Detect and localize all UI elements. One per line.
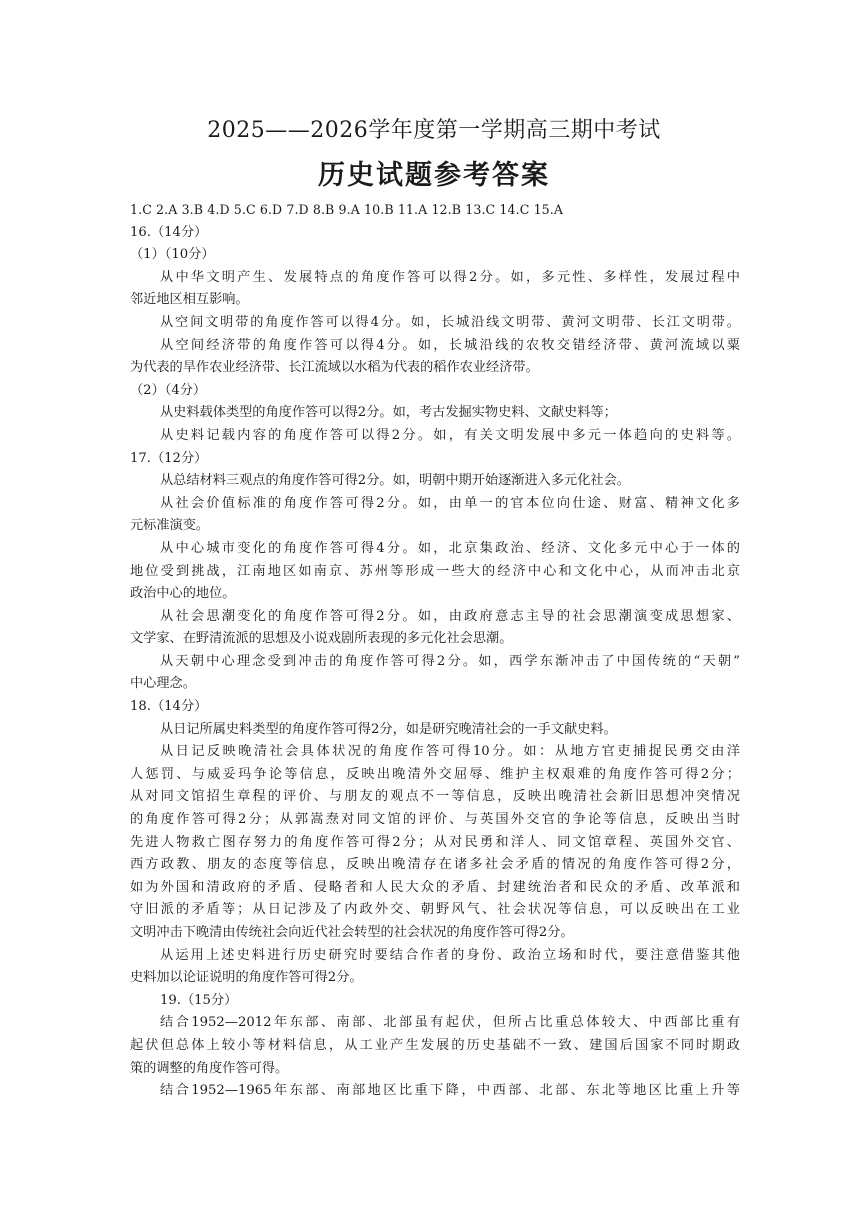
text-line: 从日记反映晚清社会具体状况的角度作答可得10分。如：从地方官吏捕捉民勇交由洋 [160,744,740,760]
text-line: 中心理念。 [130,676,196,692]
text-line: （2）（4分） [130,382,207,398]
text-line: 邻近地区相互影响。 [130,292,249,308]
text-line: 从社会思潮变化的角度作答可得2分。如，由政府意志主导的社会思潮演变成思想家、 [160,608,740,624]
text-line: 政治中心的地位。 [130,586,236,602]
text-line: 18.（14分） [130,699,208,715]
paper-title: 历史试题参考答案 [318,160,550,191]
text-line: 文学家、在野清流派的思想及小说戏剧所表现的多元化社会思潮。 [130,631,513,647]
text-line: 人惩罚、与威妥玛争论等信息，反映出晚清外交屈辱、维护主权艰难的角度作答可得2分； [130,766,740,782]
text-line: 从空间文明带的角度作答可以得4分。如，长城沿线文明带、黄河文明带、长江文明带。 [160,314,740,330]
text-line: 元标准演变。 [130,518,210,534]
exam-title: 2025——2026学年度第一学期高三期中考试 [207,118,661,143]
text-line: 策的调整的角度作答可得。 [130,1060,289,1076]
text-line: 从对同文馆招生章程的评价、与朋友的观点不一等信息，反映出晚清社会新旧思想冲突情况 [130,789,740,805]
text-line: 为代表的旱作农业经济带、长江流域以水稻为代表的稻作农业经济带。 [130,360,539,376]
text-line: 结合1952—2012年东部、南部、北部虽有起伏，但所占比重总体较大、中西部比重有 [160,1015,740,1031]
text-line: 从天朝中心理念受到冲击的角度作答可得2分。如，西学东渐冲击了中国传统的“天朝” [160,653,740,669]
text-line: 从总结材料三观点的角度作答可得2分。如，明朝中期开始逐渐进入多元化社会。 [160,473,630,489]
text-line: 从日记所属史料类型的角度作答可得2分，如是研究晚清社会的一手文献史料。 [160,721,617,737]
text-line: 从运用上述史料进行历史研究时要结合作者的身份、政治立场和时代，要注意借鉴其他 [160,947,740,963]
text-line: 文明冲击下晚清由传统社会向近代社会转型的社会状况的角度作答可得2分。 [130,925,574,940]
answer-body [130,199,740,1103]
answer-key-line: 1.C 2.A 3.B 4.D 5.C 6.D 7.D 8.B 9.A 10.B 11.A 12.B 13.C 14.C 15.A [130,202,564,217]
text-line: 的角度作答可得2分；从郭嵩焘对同文馆的评价、与英国外交官的争论等信息，反映出当时 [130,812,740,828]
text-line: 从史料载体类型的角度作答可以得2分。如，考古发掘实物史料、文献史料等； [160,405,617,421]
text-line: 从中心城市变化的角度作答可得4分。如，北京集政治、经济、文化多元中心于一体的 [160,540,740,556]
text-line: 19.（15分） [160,992,238,1008]
text-line: 从史料记载内容的角度作答可以得2分。如，有关文明发展中多元一体趋向的史料等。 [160,427,740,443]
text-line: 从中华文明产生、发展特点的角度作答可以得2分。如，多元性、多样性，发展过程中 [160,269,740,285]
text-line: 如为外国和清政府的矛盾、侵略者和人民大众的矛盾、封建统治者和民众的矛盾、改革派和 [130,879,740,895]
text-line: 守旧派的矛盾等；从日记涉及了内政外交、朝野风气、社会状况等信息，可以反映出在工业 [130,902,740,918]
text-line: （1）（10分） [130,247,215,263]
text-line: 结合1952—1965年东部、南部地区比重下降，中西部、北部、东北等地区比重上升等 [160,1083,740,1099]
text-line: 从社会价值标准的角度作答可得2分。如，由单一的官本位向仕途、财富、精神文化多 [160,495,740,511]
text-line: 起伏但总体上较小等材料信息，从工业产生发展的历史基础不一致、建国后国家不同时期政 [130,1037,740,1053]
text-line: 史料加以论证说明的角度作答可得2分。 [130,970,363,986]
text-line: 从空间经济带的角度作答可以得4分。如，长城沿线的农牧交错经济带、黄河流域以粟 [160,337,740,353]
text-line: 地位受到挑战，江南地区如南京、苏州等形成一些大的经济中心和文化中心，从而冲击北京 [130,563,740,579]
text-line: 先进人物救亡图存努力的角度作答可得2分；从对民勇和洋人、同文馆章程、英国外交官、 [130,834,740,850]
text-line: 16.（14分） [130,224,208,240]
text-line: 西方政教、朋友的态度等信息，反映出晚清存在诸多社会矛盾的情况的角度作答可得2分， [130,857,740,873]
text-line: 17.（12分） [130,450,208,466]
